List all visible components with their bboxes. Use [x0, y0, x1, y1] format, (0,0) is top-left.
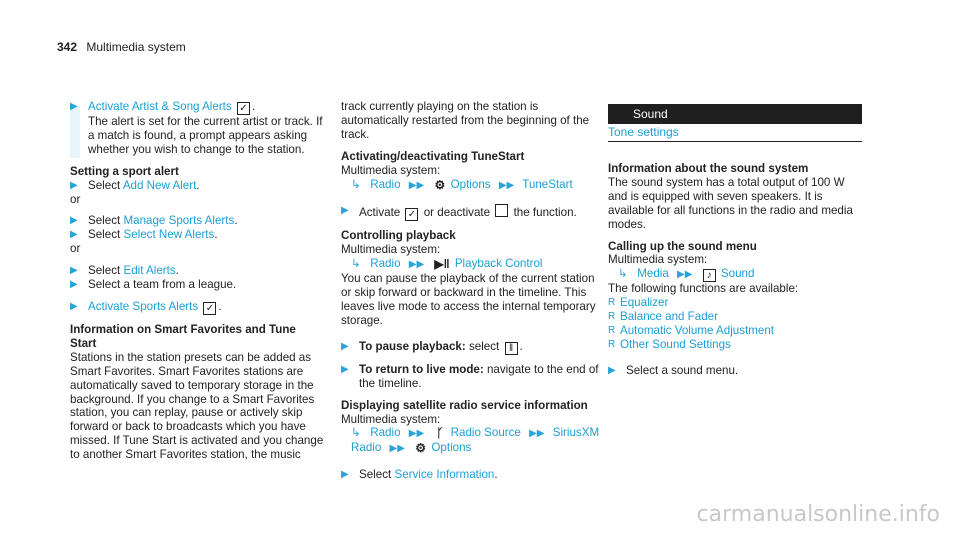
music-note-icon: ♪: [703, 269, 716, 282]
step-add-new-alert: ▶ Select Add New Alert.: [70, 178, 200, 192]
calling-heading: Calling up the sound menu: [608, 239, 757, 253]
manage-sports-alerts-link[interactable]: Manage Sports Alerts: [123, 214, 235, 228]
step-activate-sports: ▶ Activate Sports Alerts ✓ .: [70, 299, 222, 314]
play-arrow-icon: ▶: [341, 469, 349, 481]
service-information-link[interactable]: Service Information: [394, 468, 495, 482]
edit-alerts-link[interactable]: Edit Alerts: [123, 264, 176, 278]
gear-icon: ⚙: [434, 177, 446, 192]
radio-link[interactable]: Radio: [370, 257, 401, 271]
step1-text-block: [70, 115, 325, 157]
watermark: carmanualsonline.info: [696, 502, 940, 527]
playback-control-link[interactable]: Playback Control: [454, 257, 543, 271]
radio-link[interactable]: Radio: [370, 177, 401, 191]
media-link[interactable]: Media: [637, 267, 669, 281]
step-pause: ▶ To pause playback: select ‖ .: [341, 339, 523, 354]
function-item: R Automatic Volume Adjustment: [608, 324, 775, 338]
multimedia-system-label: Multimedia system:: [608, 253, 708, 267]
function-item: R Other Sound Settings: [608, 337, 731, 351]
play-arrow-icon: ▶: [70, 300, 78, 312]
multimedia-system-label: Multimedia system:: [341, 243, 441, 257]
step-manage-sports: ▶ Select Manage Sports Alerts.: [70, 214, 238, 228]
page-header: [57, 40, 186, 54]
menu-path-playback: [341, 257, 605, 272]
sound-title-bar: [608, 104, 862, 124]
checkbox-checked-icon: ✓: [405, 208, 418, 221]
multimedia-system-label: Multimedia system:: [341, 412, 441, 426]
sound-title: Sound: [633, 107, 668, 121]
step1-text: The alert is set for the current artist or track. If a match is found, a prompt appears asking whether you wish to change to the station.: [88, 115, 323, 156]
step-select-sound-menu: [608, 364, 866, 378]
info-text: Stations in the station presets can be added as Smart Favorites. Smart Favorites stations are automatically saved to temporary storage in the background. If you change to a Smart Favorites station, you can replay, pause or actively skip forward or back to broadcasts which you have missed. If Tune Start is activated and you change to another Smart Favorites station, the music: [70, 350, 324, 462]
auto-volume-link[interactable]: Automatic Volume Adjustment: [620, 324, 775, 338]
step-live: [341, 363, 605, 391]
antenna-icon: ᚴ: [436, 426, 444, 441]
double-chevron-icon: ▶▶: [408, 428, 425, 440]
play-arrow-icon: ▶: [341, 205, 349, 217]
play-pause-icon: ▶‖: [434, 257, 450, 272]
following-text: The following functions are available:: [608, 282, 799, 296]
pause-bold: To pause playback:: [359, 339, 466, 353]
add-new-alert-link[interactable]: Add New Alert: [122, 178, 197, 192]
live-text: navigate to the end of the timeline.: [359, 362, 599, 390]
or-text: or: [70, 242, 81, 256]
activate-text-c: the function.: [513, 206, 577, 220]
or-text: or: [70, 192, 81, 206]
live-bold: To return to live mode:: [359, 362, 484, 376]
play-arrow-icon: ▶: [70, 229, 78, 241]
activate-text-a: Activate: [359, 206, 401, 220]
play-arrow-icon: ▶: [70, 101, 78, 112]
intro-text: track currently playing on the station is automatically restarted from the beginning of the track.: [341, 100, 590, 141]
select-text: Select: [88, 178, 121, 192]
menu-path-sound: [608, 267, 866, 282]
select-team-text: Select a team from a league.: [88, 278, 237, 292]
step-select-new-alerts: ▶ Select Select New Alerts.: [70, 228, 218, 242]
select-sound-menu-text: Select a sound menu.: [626, 363, 739, 377]
select-text: Select: [88, 228, 121, 242]
play-arrow-icon: ▶: [341, 363, 349, 375]
options-link[interactable]: Options: [431, 441, 472, 455]
column-3: [608, 162, 866, 378]
select-text: Select: [88, 264, 121, 278]
menu-path-satellite: [341, 426, 605, 456]
hook-arrow-icon: ↳: [351, 177, 361, 191]
tunestart-heading: Activating/deactivating TuneStart: [341, 149, 525, 163]
select-new-alerts-link[interactable]: Select New Alerts: [123, 228, 215, 242]
play-arrow-icon: ▶: [70, 215, 78, 227]
pause-text: select: [468, 339, 500, 353]
info-heading: Information on Smart Favorites and Tune Start: [70, 322, 296, 350]
double-chevron-icon: ▶▶: [408, 259, 425, 271]
menu-path-tunestart: [341, 178, 605, 193]
hook-arrow-icon: ↳: [351, 426, 361, 440]
gear-icon: ⚙: [415, 441, 427, 456]
siriusxm-link[interactable]: SiriusXM Radio: [351, 426, 600, 455]
multimedia-system-label: Multimedia system:: [341, 163, 441, 177]
select-text: Select: [88, 214, 121, 228]
select-text: Select: [359, 468, 392, 482]
section-title: Multimedia system: [86, 40, 186, 54]
function-item: R Balance and Fader: [608, 310, 718, 324]
step-service-info: ▶ Select Service Information.: [341, 468, 498, 482]
double-chevron-icon: ▶▶: [408, 179, 425, 191]
function-item: R Equalizer: [608, 296, 669, 310]
step-select-team: [70, 278, 325, 292]
double-chevron-icon: ▶▶: [389, 443, 405, 455]
radio-source-link[interactable]: Radio Source: [450, 426, 521, 440]
play-arrow-icon: ▶: [341, 340, 349, 352]
radio-link[interactable]: Radio: [370, 426, 401, 440]
pause-icon: ‖: [505, 342, 518, 355]
equalizer-link[interactable]: Equalizer: [620, 296, 669, 310]
tunestart-link[interactable]: TuneStart: [522, 177, 573, 191]
page-number: 342: [57, 40, 78, 54]
activate-text-b: or deactivate: [423, 206, 491, 220]
tone-settings-heading: Tone settings: [608, 125, 862, 142]
playback-heading: Controlling playback: [341, 229, 456, 243]
double-chevron-icon: ▶▶: [498, 179, 515, 191]
play-arrow-icon: ▶: [70, 265, 78, 277]
play-arrow-icon: ▶: [608, 364, 616, 376]
activate-artist-link[interactable]: Activate Artist & Song Alerts: [88, 100, 232, 113]
options-link[interactable]: Options: [450, 177, 491, 191]
checkbox-checked-icon: ✓: [203, 302, 216, 315]
balance-fader-link[interactable]: Balance and Fader: [620, 310, 718, 324]
play-arrow-icon: ▶: [70, 279, 78, 291]
setting-heading: Setting a sport alert: [70, 164, 179, 178]
hook-arrow-icon: ↳: [618, 267, 628, 281]
column-2: [341, 100, 605, 482]
hook-arrow-icon: ↳: [351, 257, 361, 271]
column-1: [70, 100, 325, 462]
satellite-heading: Displaying satellite radio service information: [341, 398, 588, 412]
double-chevron-icon: ▶▶: [529, 428, 545, 440]
double-chevron-icon: ▶▶: [677, 269, 693, 281]
other-sound-settings-link[interactable]: Other Sound Settings: [620, 337, 731, 351]
checkbox-checked-icon: ✓: [237, 102, 250, 115]
play-arrow-icon: ▶: [70, 179, 78, 191]
sound-info-text: The sound system has a total output of 100 W and is equipped with seven speakers. It is available for all functions in the radio and media modes.: [608, 175, 853, 231]
activate-sports-alerts-link[interactable]: Activate Sports Alerts: [88, 299, 199, 313]
step-activate-deactivate: [341, 204, 605, 221]
sound-info-heading: Information about the sound system: [608, 162, 809, 175]
step-activate-artist: ▶ Activate Artist & Song Alerts ✓ .: [70, 100, 256, 114]
step-edit-alerts: ▶ Select Edit Alerts.: [70, 264, 179, 278]
playback-text: You can pause the playback of the current station or skip forward or backward in the timeline. This leaves live mode to access the internal temporary storage.: [341, 272, 596, 327]
sound-link[interactable]: Sound: [720, 267, 755, 281]
checkbox-empty-icon: [495, 204, 508, 217]
